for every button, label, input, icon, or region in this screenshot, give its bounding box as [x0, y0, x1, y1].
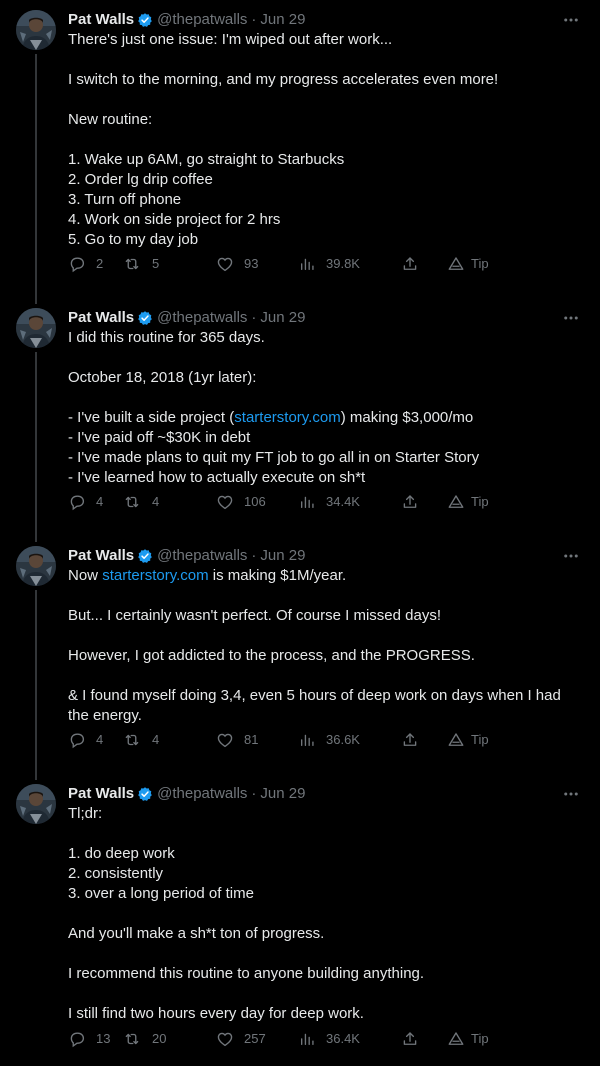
like-button[interactable]: [216, 1029, 266, 1049]
thread-connector-line: [35, 590, 37, 780]
reply-button[interactable]: [68, 254, 103, 274]
views-count: 34.4K: [326, 494, 360, 509]
tweet-text-line: 1. do deep work: [68, 845, 175, 862]
verified-badge-icon: [134, 310, 157, 326]
tweet-text-line: 3. Turn off phone: [68, 191, 182, 208]
starterstory-link[interactable]: starterstory.com: [102, 567, 209, 584]
tweet-text-line: Tl;dr:: [68, 805, 103, 822]
retweet-icon: [122, 493, 152, 511]
tweet-header: [68, 10, 305, 30]
retweet-icon: [122, 1030, 152, 1048]
share-icon: [401, 731, 429, 749]
thread-connector-line: [35, 54, 37, 304]
tip-icon: [447, 493, 471, 511]
tweet-text-line: 3. over a long period of time: [68, 885, 254, 902]
tip-icon: [447, 255, 471, 273]
author-name[interactable]: Pat Walls: [68, 11, 135, 28]
views-button[interactable]: [298, 1029, 360, 1049]
reply-count: 13: [96, 1031, 111, 1046]
like-count: 257: [244, 1031, 266, 1046]
tweet-text-line: [68, 348, 578, 368]
more-icon[interactable]: [562, 784, 580, 804]
author-handle[interactable]: @thepatwalls: [157, 547, 248, 564]
like-count: 81: [244, 732, 259, 747]
separator-dot: ·: [251, 547, 257, 564]
tweet-text-line: [68, 904, 578, 924]
tip-button[interactable]: [447, 1029, 489, 1049]
share-button[interactable]: [401, 730, 429, 750]
separator-dot: ·: [251, 309, 257, 326]
text-segment: is making $1M/year.: [208, 567, 347, 584]
tweet-text-line: [68, 944, 578, 964]
views-count: 36.6K: [326, 732, 360, 747]
like-count: 106: [244, 494, 266, 509]
author-handle[interactable]: @thepatwalls: [157, 309, 248, 326]
like-count: 93: [244, 256, 259, 271]
retweet-count: 20: [152, 1031, 167, 1046]
tweet-date[interactable]: Jun 29: [260, 785, 306, 802]
tweet-actions: [68, 254, 508, 274]
tweet-text-line: I recommend this routine to anyone building anything.: [68, 965, 425, 982]
starterstory-link[interactable]: starterstory.com: [234, 409, 341, 426]
tweet-text-line: & I found myself doing 3,4, even 5 hours of deep work on days when I had the energy.: [68, 687, 561, 724]
like-button[interactable]: [216, 730, 258, 750]
tip-count: Tip: [471, 256, 489, 271]
tweet-actions: [68, 492, 508, 512]
tweet-text-line: [68, 824, 578, 844]
tweet-text-line: New routine:: [68, 111, 153, 128]
retweet-count: 5: [152, 256, 160, 271]
like-icon: [216, 1030, 244, 1048]
tip-button[interactable]: [447, 492, 489, 512]
tweet-text-line: But... I certainly wasn't perfect. Of course I missed days!: [68, 607, 442, 624]
tweet-text-line: - I've made plans to quit my FT job to go all in on Starter Story: [68, 449, 480, 466]
views-button[interactable]: [298, 730, 360, 750]
tip-button[interactable]: [447, 730, 489, 750]
reply-icon: [68, 1030, 96, 1048]
avatar[interactable]: [16, 308, 56, 348]
tweet-text-line: 5. Go to my day job: [68, 231, 199, 248]
tweet-text-line: [68, 984, 578, 1004]
tip-count: Tip: [471, 732, 489, 747]
reply-button[interactable]: [68, 730, 103, 750]
tweet-text-line: And you'll make a sh*t ton of progress.: [68, 925, 325, 942]
tip-button[interactable]: [447, 254, 489, 274]
tweet-date[interactable]: Jun 29: [260, 547, 306, 564]
separator-dot: ·: [251, 11, 257, 28]
retweet-button[interactable]: [122, 492, 159, 512]
tweet-text-line: I switch to the morning, and my progress accelerates even more!: [68, 71, 499, 88]
verified-badge-icon: [134, 786, 157, 802]
tweet-text-line: [68, 586, 578, 606]
reply-icon: [68, 493, 96, 511]
share-button[interactable]: [401, 254, 429, 274]
tweet-text-line: [68, 50, 578, 70]
reply-button[interactable]: [68, 492, 103, 512]
views-icon: [298, 493, 326, 511]
share-button[interactable]: [401, 492, 429, 512]
like-icon: [216, 731, 244, 749]
reply-count: 4: [96, 732, 104, 747]
tweet-text: [68, 804, 578, 1024]
author-handle[interactable]: @thepatwalls: [157, 11, 248, 28]
tweet-text: [68, 30, 578, 250]
more-icon[interactable]: [562, 308, 580, 328]
like-button[interactable]: [216, 492, 266, 512]
tweet-date[interactable]: Jun 29: [260, 309, 306, 326]
retweet-button[interactable]: [122, 730, 159, 750]
tweet-header: [68, 784, 305, 804]
share-button[interactable]: [401, 1029, 429, 1049]
like-button[interactable]: [216, 254, 258, 274]
verified-badge-icon: [134, 12, 157, 28]
tip-icon: [447, 1030, 471, 1048]
tip-count: Tip: [471, 1031, 489, 1046]
tweet-text-line: [68, 130, 578, 150]
views-icon: [298, 1030, 326, 1048]
retweet-icon: [122, 255, 152, 273]
share-icon: [401, 493, 429, 511]
tweet-text-line: 2. consistently: [68, 865, 164, 882]
tweet-text-line: [68, 626, 578, 646]
tweet-date[interactable]: Jun 29: [260, 11, 306, 28]
more-icon[interactable]: [562, 10, 580, 30]
views-button[interactable]: [298, 492, 360, 512]
reply-count: 4: [96, 494, 104, 509]
reply-count: 2: [96, 256, 104, 271]
tweet-text-line: I still find two hours every day for deep work.: [68, 1005, 364, 1022]
thread-connector-line: [35, 352, 37, 542]
text-segment: - I've built a side project (: [68, 409, 235, 426]
tweet-text-line: However, I got addicted to the process, and the PROGRESS.: [68, 647, 475, 664]
author-name[interactable]: Pat Walls: [68, 785, 135, 802]
views-icon: [298, 731, 326, 749]
views-button[interactable]: [298, 254, 360, 274]
retweet-button[interactable]: [122, 254, 159, 274]
verified-badge-icon: [134, 548, 157, 564]
author-name[interactable]: Pat Walls: [68, 309, 135, 326]
reply-icon: [68, 255, 96, 273]
separator-dot: ·: [251, 785, 257, 802]
tweet-text-line: [68, 388, 578, 408]
tweet-actions: [68, 730, 508, 750]
tweet-text-line: [68, 408, 578, 428]
tweet-text-line: [68, 566, 578, 586]
retweet-count: 4: [152, 732, 160, 747]
like-icon: [216, 493, 244, 511]
tweet-text-line: [68, 666, 578, 686]
author-handle[interactable]: @thepatwalls: [157, 785, 248, 802]
avatar[interactable]: [16, 10, 56, 50]
share-icon: [401, 1030, 429, 1048]
views-icon: [298, 255, 326, 273]
text-segment: ) making $3,000/mo: [340, 409, 474, 426]
tweet-text-line: October 18, 2018 (1yr later):: [68, 369, 257, 386]
share-icon: [401, 255, 429, 273]
more-icon[interactable]: [562, 546, 580, 566]
views-count: 39.8K: [326, 256, 360, 271]
tweet-text-line: - I've paid off ~$30K in debt: [68, 429, 251, 446]
reply-button[interactable]: [68, 1029, 110, 1049]
tweet-text-line: - I've learned how to actually execute on sh*t: [68, 469, 366, 486]
avatar[interactable]: [16, 784, 56, 824]
tweet-actions: [68, 1029, 508, 1049]
tweet-text-line: There's just one issue: I'm wiped out after work...: [68, 31, 393, 48]
tweet-text: [68, 328, 578, 488]
tweet-header: [68, 546, 305, 566]
tweet-text-line: I did this routine for 365 days.: [68, 329, 265, 346]
retweet-icon: [122, 731, 152, 749]
text-segment: Now: [68, 567, 103, 584]
tweet-text-line: 1. Wake up 6AM, go straight to Starbucks: [68, 151, 345, 168]
tweet-text: [68, 566, 578, 726]
like-icon: [216, 255, 244, 273]
retweet-count: 4: [152, 494, 160, 509]
tip-count: Tip: [471, 494, 489, 509]
tweet-header: [68, 308, 305, 328]
reply-icon: [68, 731, 96, 749]
views-count: 36.4K: [326, 1031, 360, 1046]
retweet-button[interactable]: [122, 1029, 166, 1049]
author-name[interactable]: Pat Walls: [68, 547, 135, 564]
tweet-text-line: 2. Order lg drip coffee: [68, 171, 213, 188]
avatar[interactable]: [16, 546, 56, 586]
tip-icon: [447, 731, 471, 749]
tweet-text-line: [68, 90, 578, 110]
tweet-text-line: 4. Work on side project for 2 hrs: [68, 211, 281, 228]
